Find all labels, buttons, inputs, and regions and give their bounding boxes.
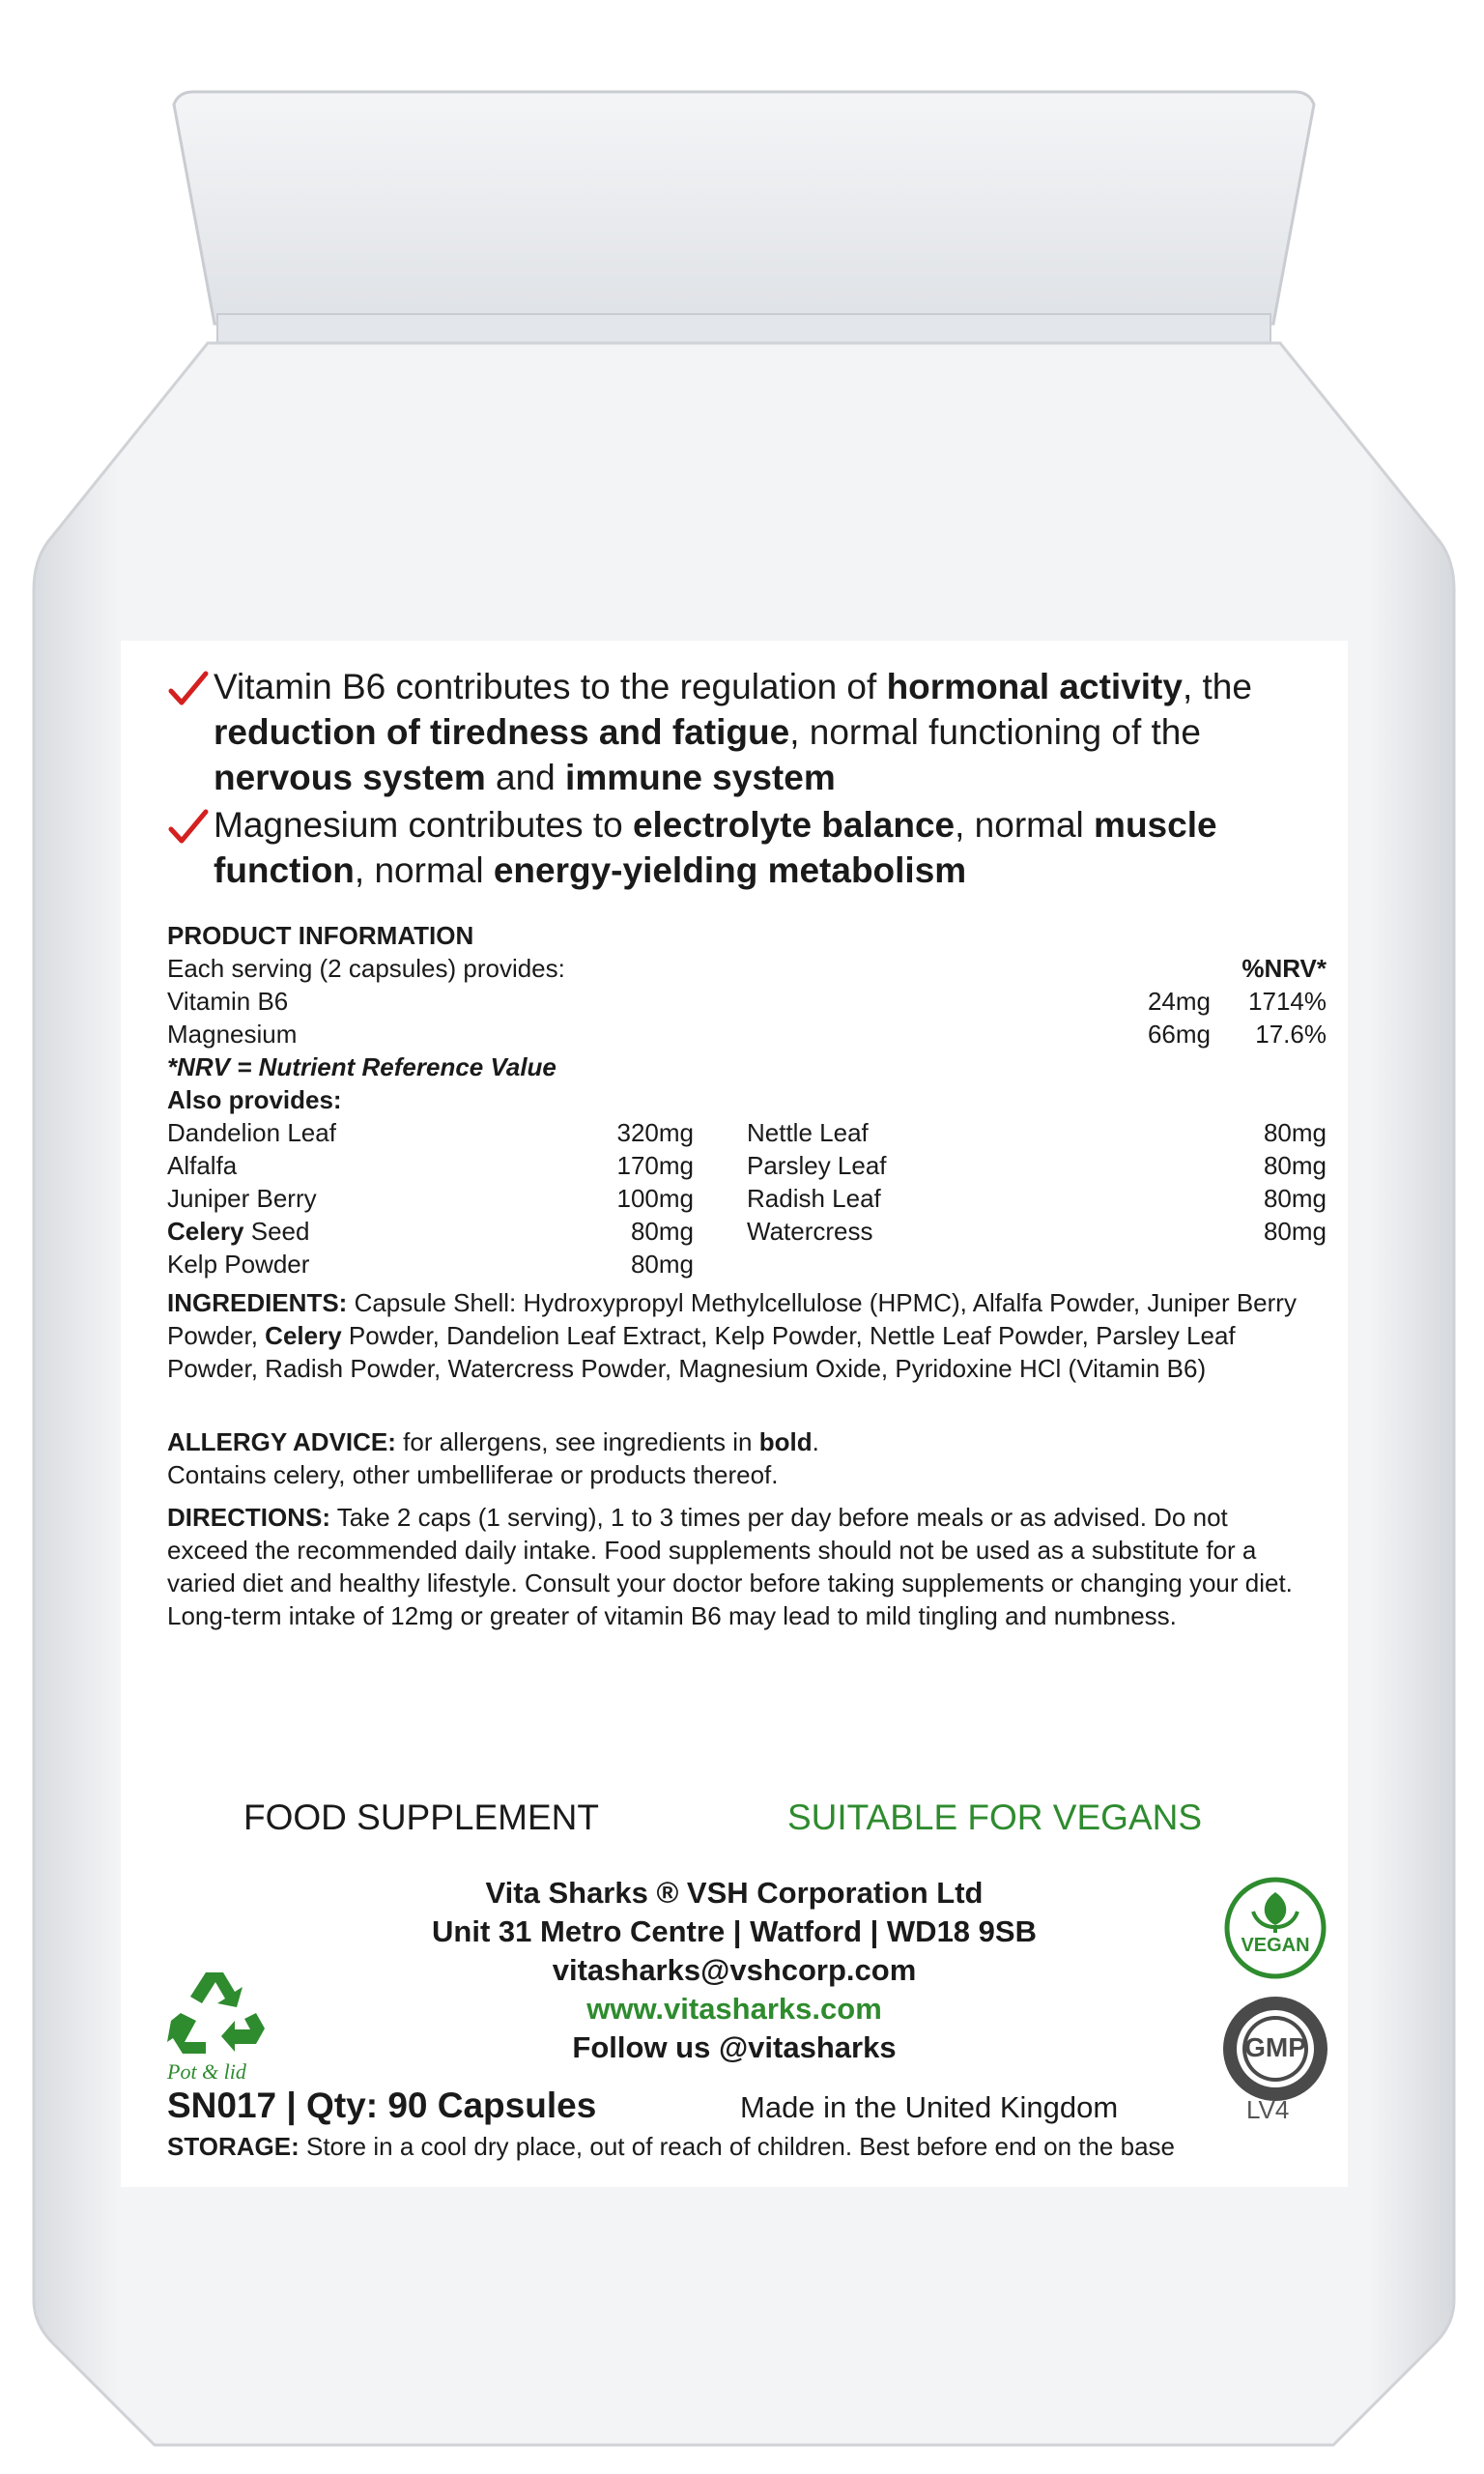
benefit-text: hormonal activity xyxy=(886,667,1183,706)
benefit-item xyxy=(167,802,1307,893)
benefit-text: reduction of tiredness and fatigue xyxy=(214,712,790,752)
directions-text: Take 2 caps (1 serving), 1 to 3 times per day before meals or as advised. Do not exceed the recommended daily intake. Food supplements should not be used as a substitute for a varied diet and healthy lifestyle. Consult your doctor before taking supplements or changing your diet. xyxy=(167,1503,1293,1597)
also-item-amount: 80mg xyxy=(1263,1217,1327,1246)
nrv-note: *NRV = Nutrient Reference Value xyxy=(167,1052,556,1081)
company-website[interactable]: www.vitasharks.com xyxy=(586,1992,882,2026)
also-item-amount: 80mg xyxy=(1263,1118,1327,1147)
gmp-badge-text: GMP xyxy=(1244,2032,1306,2062)
also-item-name xyxy=(167,1116,336,1149)
nutrient-name: Vitamin B6 xyxy=(167,987,289,1016)
benefit-text: muscle function xyxy=(214,805,1217,890)
serving-text: Each serving (2 capsules) provides: xyxy=(167,954,565,983)
also-item-name: Watercress xyxy=(747,1217,873,1246)
check-icon xyxy=(167,668,210,710)
nutrient-nrv: 1714% xyxy=(1248,987,1327,1016)
food-supplement-text: FOOD SUPPLEMENT xyxy=(243,1798,599,1837)
also-item-amount: 80mg xyxy=(1263,1151,1327,1180)
also-item-label: Juniper Berry xyxy=(167,1184,317,1213)
also-provides-row xyxy=(167,1116,1327,1149)
company-name: Vita Sharks ® VSH Corporation Ltd xyxy=(485,1876,984,1910)
ingredients-allergen: Celery xyxy=(265,1321,342,1350)
benefit-text: Magnesium contributes to xyxy=(214,805,633,845)
product-label xyxy=(121,641,1348,2187)
also-item-amount: 80mg xyxy=(1263,1184,1327,1213)
benefit-text: , the xyxy=(1182,667,1252,706)
nutrient-amount: 24mg xyxy=(1147,987,1211,1016)
allergen-highlight: Celery xyxy=(167,1217,244,1246)
directions-label: DIRECTIONS: xyxy=(167,1503,330,1532)
benefit-text: energy-yielding metabolism xyxy=(493,850,967,890)
allergy-label: ALLERGY ADVICE: xyxy=(167,1427,396,1456)
vegan-badge-icon xyxy=(1222,1875,1328,1981)
company-address: Unit 31 Metro Centre | Watford | WD18 9SB xyxy=(432,1914,1037,1948)
nutrient-amount: 66mg xyxy=(1147,1020,1211,1049)
also-item-amount: 320mg xyxy=(616,1118,694,1147)
storage-line xyxy=(167,2132,1175,2162)
storage-label: STORAGE: xyxy=(167,2132,300,2161)
recycle-icon xyxy=(167,1965,273,2057)
benefit-text: immune system xyxy=(565,758,836,797)
also-provides-row xyxy=(167,1149,1327,1182)
company-email[interactable]: vitasharks@vshcorp.com xyxy=(552,1953,917,1987)
recycle-caption: Pot & lid xyxy=(167,2059,246,2084)
nutrient-name: Magnesium xyxy=(167,1020,298,1049)
benefit-text: and xyxy=(485,758,566,797)
also-provides-table xyxy=(167,1116,1327,1280)
benefit-text: nervous system xyxy=(214,758,486,797)
also-item-name: Parsley Leaf xyxy=(747,1151,887,1180)
also-item-name xyxy=(167,1182,317,1215)
also-item-name: Nettle Leaf xyxy=(747,1118,869,1147)
suitable-for-vegans-text: SUITABLE FOR VEGANS xyxy=(787,1798,1203,1837)
also-provides-row xyxy=(167,1248,1327,1280)
product-information xyxy=(167,919,1327,1280)
also-item-label: Alfalfa xyxy=(167,1151,238,1180)
check-icon xyxy=(167,806,210,849)
label-version: LV4 xyxy=(1246,2095,1290,2124)
also-item-label: Dandelion Leaf xyxy=(167,1118,336,1147)
allergy-text-1: for allergens, see ingredients in xyxy=(395,1427,759,1456)
also-item-label: Seed xyxy=(243,1217,310,1246)
also-provides-row xyxy=(167,1182,1327,1215)
gmp-badge xyxy=(1220,1994,1330,2104)
benefits-list xyxy=(167,664,1307,895)
benefit-item xyxy=(167,664,1307,800)
storage-text: Store in a cool dry place, out of reach of children. Best before end on the base xyxy=(299,2132,1175,2161)
directions-section xyxy=(167,1501,1302,1632)
bottle-lid xyxy=(174,92,1314,324)
recycle-logo xyxy=(167,1965,273,2084)
allergy-line-2: Contains celery, other umbelliferae or products thereof. xyxy=(167,1460,779,1489)
ingredients-text-2: Powder, Dandelion Leaf Extract, Kelp Powder, Nettle Leaf Powder, Parsley Leaf Powder, Radish Powder, Watercress Powder, Magnesium Oxide, Pyridoxine HCl (Vitamin B6) xyxy=(167,1321,1236,1383)
also-item-name xyxy=(167,1149,237,1182)
benefit-text: , normal xyxy=(354,850,494,890)
nutrient-row xyxy=(167,985,1327,1018)
ingredients-label: INGREDIENTS: xyxy=(167,1288,348,1317)
nrv-header: %NRV* xyxy=(1241,954,1327,983)
benefit-text: , normal functioning of the xyxy=(789,712,1201,752)
also-item-label: Kelp Powder xyxy=(167,1250,310,1279)
lid-rim xyxy=(217,314,1270,343)
also-item-name xyxy=(167,1215,309,1248)
also-provides-row xyxy=(167,1215,1327,1248)
also-item-amount: 80mg xyxy=(630,1217,694,1246)
vegan-badge-text: VEGAN xyxy=(1241,1935,1310,1956)
also-item-name xyxy=(167,1248,309,1280)
vegan-badge xyxy=(1222,1875,1328,1981)
also-provides-heading: Also provides: xyxy=(167,1085,342,1114)
sku-quantity: SN017 | Qty: 90 Capsules xyxy=(167,2086,597,2125)
allergy-bold: bold xyxy=(758,1427,813,1456)
nutrient-nrv: 17.6% xyxy=(1255,1020,1327,1049)
allergy-section xyxy=(167,1425,1327,1491)
also-item-amount: 170mg xyxy=(616,1151,694,1180)
ingredients-text-1: Capsule Shell: Hydroxypropyl Methylcellulose (HPMC), Alfalfa Powder, Juniper Berry Powder, xyxy=(167,1288,1297,1350)
also-item-amount: 80mg xyxy=(630,1250,694,1279)
allergy-text-2: . xyxy=(812,1427,819,1456)
benefit-text: electrolyte balance xyxy=(632,805,956,845)
also-item-name: Radish Leaf xyxy=(747,1184,881,1213)
directions-line-2: Long-term intake of 12mg or greater of vitamin B6 may lead to mild tingling and numbness. xyxy=(167,1601,1177,1630)
product-info-heading: PRODUCT INFORMATION xyxy=(167,921,474,950)
benefit-text: , normal xyxy=(955,805,1095,845)
made-in-text: Made in the United Kingdom xyxy=(740,2090,1119,2124)
benefit-text: Vitamin B6 contributes to the regulation of xyxy=(214,667,887,706)
also-item-amount: 100mg xyxy=(616,1184,694,1213)
social-follow: Follow us @vitasharks xyxy=(572,2030,897,2064)
ingredients-section xyxy=(167,1286,1298,1385)
nutrient-row xyxy=(167,1018,1327,1050)
